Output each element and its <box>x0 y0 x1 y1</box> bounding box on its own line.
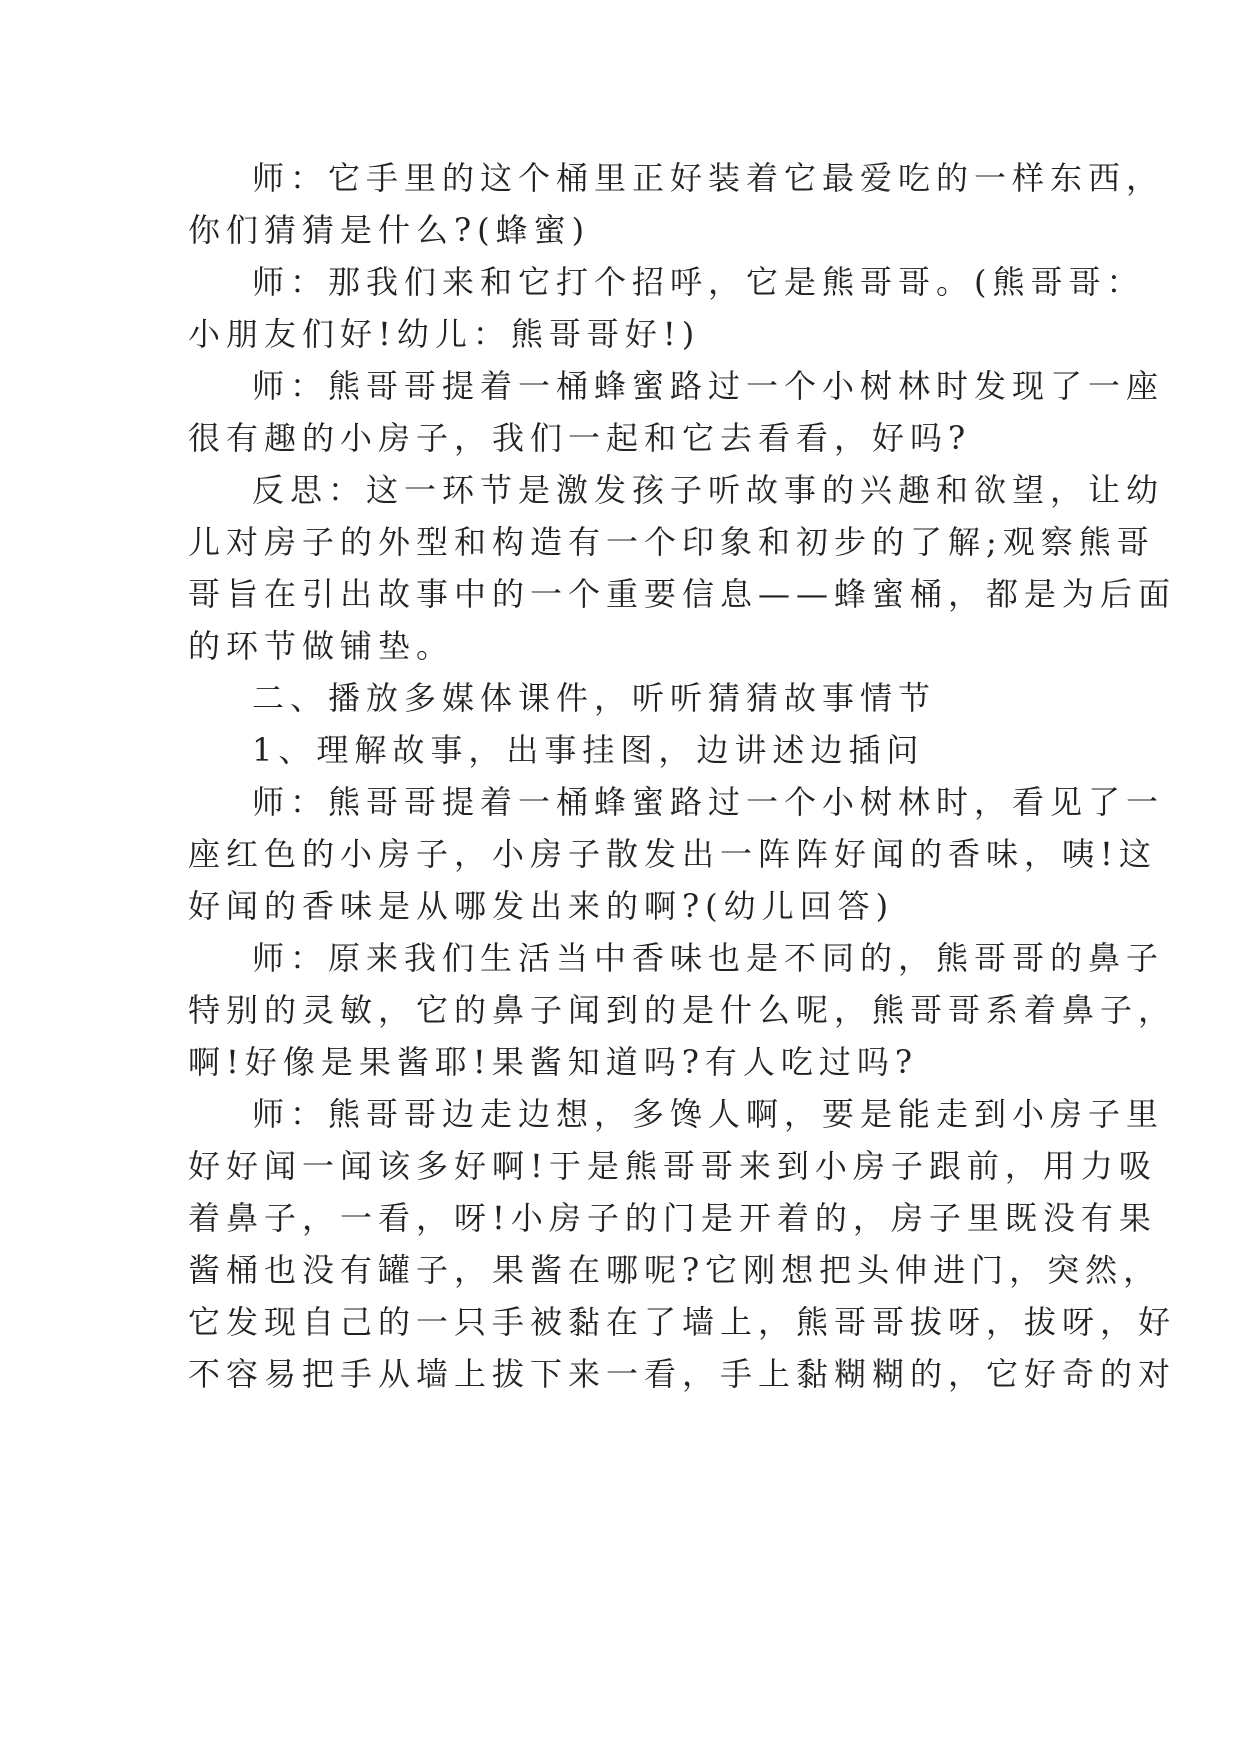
text-line: 师：原来我们生活当中香味也是不同的，熊哥哥的鼻子 <box>252 939 1165 977</box>
text-line: 座红色的小房子，小房子散发出一阵阵好闻的香味，咦!这 <box>188 835 1157 873</box>
text-line: 师：熊哥哥提着一桶蜂蜜路过一个小树林时，看见了一 <box>252 783 1165 821</box>
text-line: 好好闻一闻该多好啊!于是熊哥哥来到小房子跟前，用力吸 <box>188 1147 1157 1185</box>
text-line: 着鼻子，一看，呀!小房子的门是开着的，房子里既没有果 <box>188 1199 1157 1237</box>
text-line: 师：它手里的这个桶里正好装着它最爱吃的一样东西， <box>252 159 1165 197</box>
text-line: 反思：这一环节是激发孩子听故事的兴趣和欲望，让幼 <box>252 471 1165 509</box>
text-line: 的环节做铺垫。 <box>188 627 455 665</box>
section-heading: 二、播放多媒体课件，听听猜猜故事情节 <box>252 679 937 717</box>
subsection-heading: 1、理解故事，出事挂图，边讲述边插问 <box>252 731 925 769</box>
text-line: 酱桶也没有罐子，果酱在哪呢?它刚想把头伸进门，突然， <box>188 1251 1162 1289</box>
text-line: 啊!好像是果酱耶!果酱知道吗?有人吃过吗? <box>188 1043 919 1081</box>
text-line: 它发现自己的一只手被黏在了墙上，熊哥哥拔呀，拔呀，好 <box>188 1303 1177 1341</box>
text-line: 师：那我们来和它打个招呼，它是熊哥哥。(熊哥哥： <box>252 263 1145 301</box>
text-line: 很有趣的小房子，我们一起和它去看看，好吗? <box>188 419 972 457</box>
text-line: 特别的灵敏，它的鼻子闻到的是什么呢，熊哥哥系着鼻子， <box>188 991 1177 1029</box>
text-line: 好闻的香味是从哪发出来的啊?(幼儿回答) <box>188 887 895 925</box>
text-line: 师：熊哥哥提着一桶蜂蜜路过一个小树林时发现了一座 <box>252 367 1165 405</box>
text-line: 小朋友们好!幼儿：熊哥哥好!) <box>188 315 701 353</box>
text-line: 不容易把手从墙上拔下来一看，手上黏糊糊的，它好奇的对 <box>188 1355 1177 1393</box>
text-line: 哥旨在引出故事中的一个重要信息——蜂蜜桶，都是为后面 <box>188 575 1177 613</box>
text-line: 儿对房子的外型和构造有一个印象和初步的了解;观察熊哥 <box>188 523 1155 561</box>
text-line: 师：熊哥哥边走边想，多馋人啊，要是能走到小房子里 <box>252 1095 1165 1133</box>
text-line: 你们猜猜是什么?(蜂蜜) <box>188 211 591 249</box>
